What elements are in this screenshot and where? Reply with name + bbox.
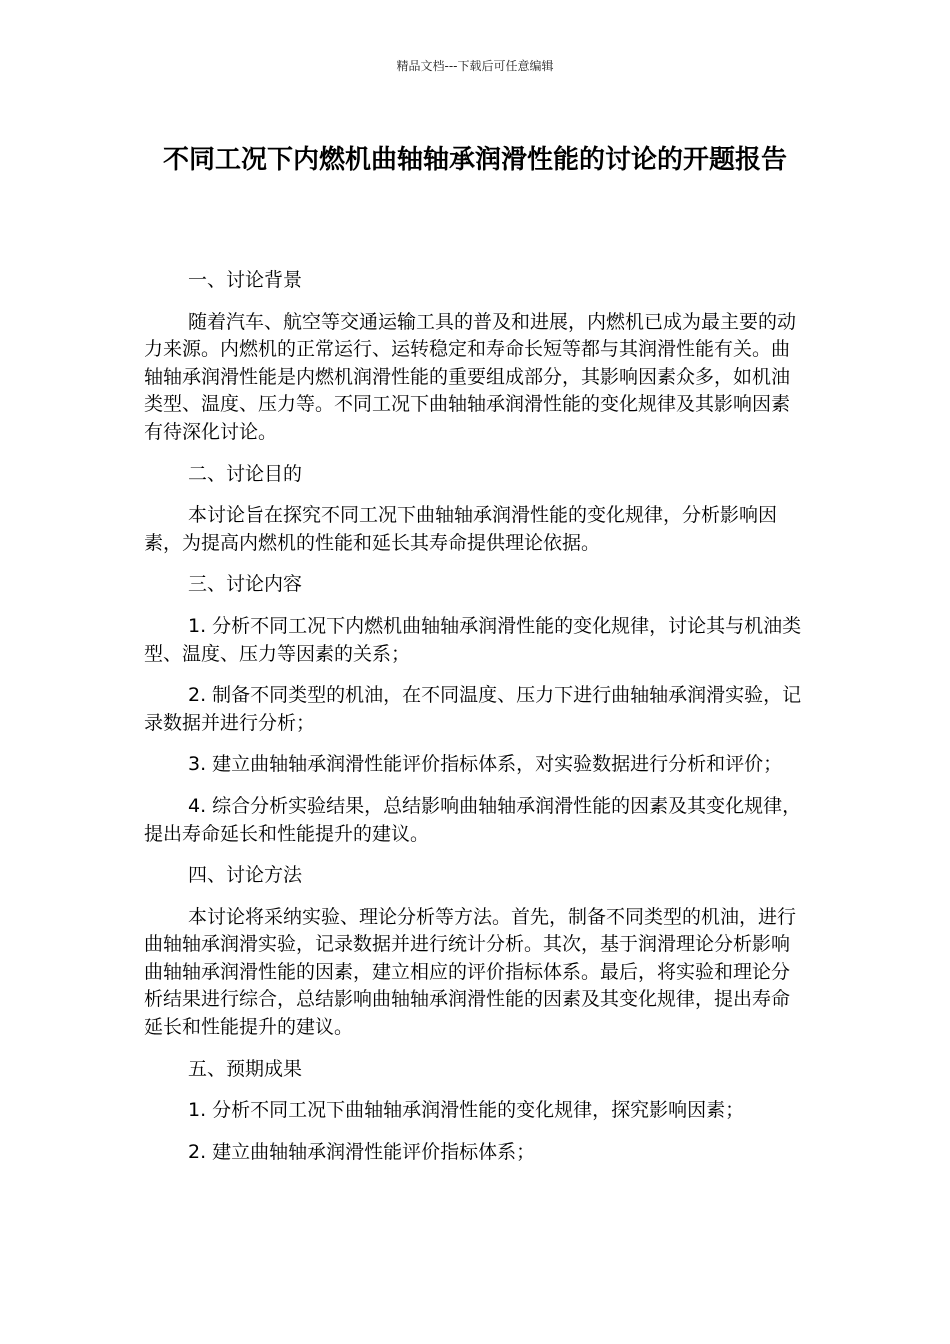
- paragraph-background: 随着汽车、航空等交通运输工具的普及和进展，内燃机已成为最主要的动力来源。内燃机的正常运行、运转稳定和寿命长短等都与其润滑性能有关。曲轴轴承润滑性能是内燃机润滑性能的重要组成部分，其影响因素众多，如机油类型、温度、压力等。不同工况下曲轴轴承润滑性能的变化规律及其影响因素有待深化讨论。: [144, 310, 797, 443]
- paragraph-method: 本讨论将采纳实验、理论分析等方法。首先，制备不同类型的机油，进行曲轴轴承润滑实验，记录数据并进行统计分析。其次，基于润滑理论分析影响曲轴轴承润滑性能的因素，建立相应的评价指标体系。最后，将实验和理论分析结果进行综合，总结影响曲轴轴承润滑性能的因素及其变化规律，提出寿命延长和性能提升的建议。: [144, 905, 797, 1039]
- section-heading-background: 一、讨论背景: [188, 269, 303, 291]
- document-body: [144, 267, 802, 1180]
- list-item-content-2: 2. 制备不同类型的机油，在不同温度、压力下进行曲轴轴承润滑实验，记录数据并进行分析；: [144, 684, 802, 734]
- list-item-content-1: 1. 分析不同工况下内燃机曲轴轴承润滑性能的变化规律，讨论其与机油类型、温度、压力等因素的关系；: [144, 614, 802, 665]
- list-item-outcome-1: 1. 分析不同工况下曲轴轴承润滑性能的变化规律，探究影响因素；: [188, 1099, 745, 1122]
- list-item-outcome-2: 2. 建立曲轴轴承润滑性能评价指标体系；: [188, 1140, 536, 1163]
- list-item-content-4: 4. 综合分析实验结果，总结影响曲轴轴承润滑性能的因素及其变化规律，提出寿命延长和性能提升的建议。: [144, 794, 802, 845]
- header-note: 精品文档---下载后可任意编辑: [396, 59, 554, 73]
- paragraph-purpose: 本讨论旨在探究不同工况下曲轴轴承润滑性能的变化规律，分析影响因素，为提高内燃机的性能和延长其寿命提供理论依据。: [144, 504, 778, 554]
- document-title: 不同工况下内燃机曲轴轴承润滑性能的讨论的开题报告: [162, 145, 787, 175]
- list-item-content-3: 3. 建立曲轴轴承润滑性能评价指标体系，对实验数据进行分析和评价；: [188, 753, 783, 776]
- section-heading-content: 三、讨论内容: [188, 573, 303, 596]
- section-heading-outcomes: 五、预期成果: [188, 1057, 303, 1080]
- section-heading-purpose: 二、讨论目的: [188, 462, 303, 485]
- section-heading-method: 四、讨论方法: [188, 864, 303, 887]
